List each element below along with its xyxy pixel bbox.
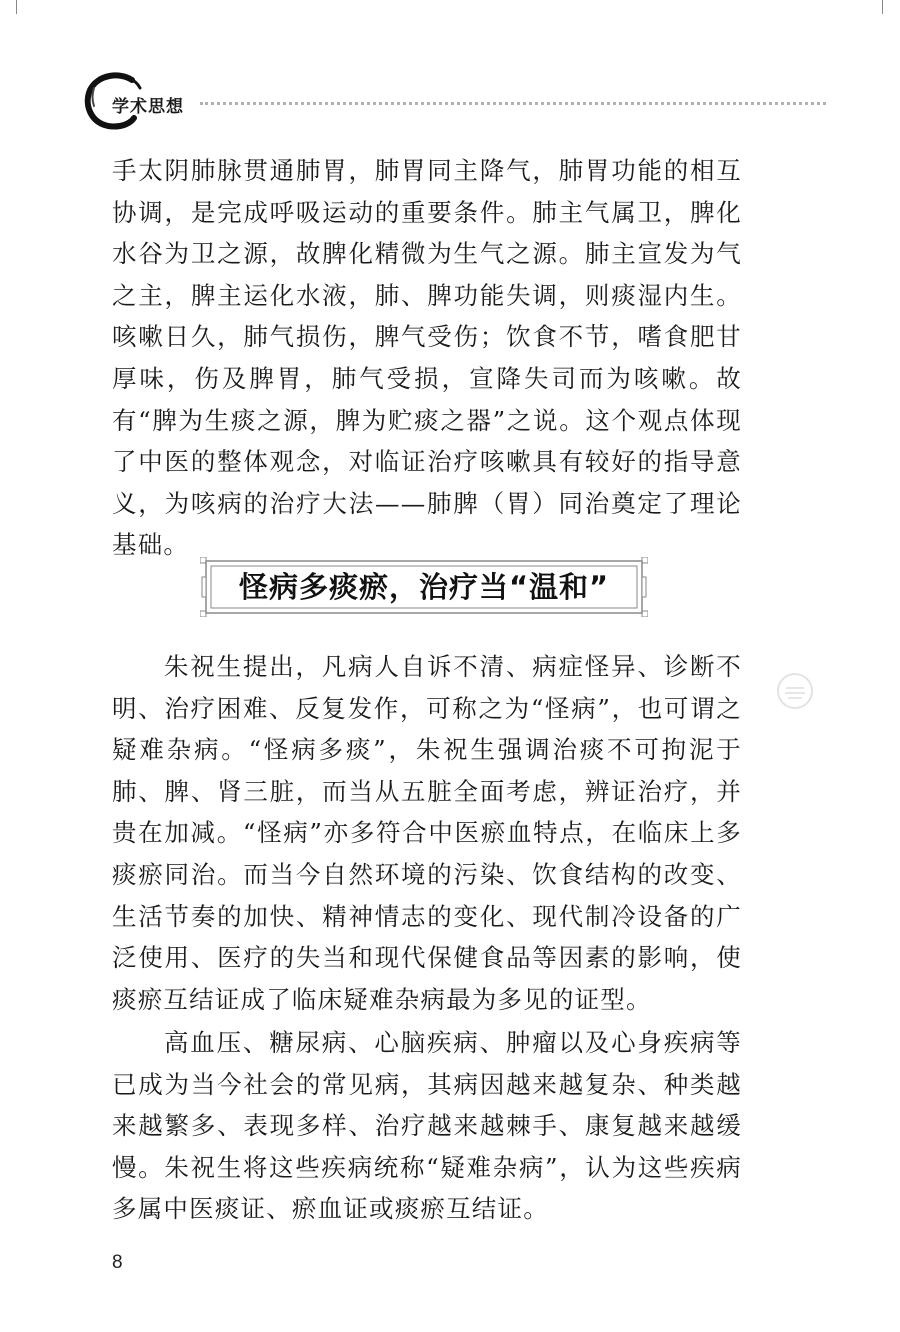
section-label: 学术思想 [112,97,184,117]
paragraph-2: 朱祝生提出，凡病人自诉不清、病症怪异、诊断不明、治疗困难、反复发作，可称之为“怪病”，也可谓之疑难杂病。“怪病多痰”，朱祝生强调治痰不可拘泥于肺、脾、肾三脏，而当从五脏全面考虑，辨证治疗，并贵在加减。“怪病”亦多符合中医瘀血特点，在临床上多痰瘀同治。而当今自然环境的污染、饮食结构的改变、生活节奏的加快、精神情志的变化、现代制冷设备的广泛使用、医疗的失当和现代保健食品等因素的影响，使痰瘀互结证成了临床疑难杂病最为多见的证型。 [112,652,742,1014]
paragraph-1: 手太阴肺脉贯通肺胃，肺胃同主降气，肺胃功能的相互协调，是完成呼吸运动的重要条件。肺主气属卫，脾化水谷为卫之源，故脾化精微为生气之源。肺主宣发为气之主，脾主运化水液，肺、脾功能失调，则痰湿内生。咳嗽日久，肺气损伤，脾气受伤；饮食不节，嗜食肥甘厚味，伤及脾胃，肺气受损，宣降失司而为咳嗽。故有“脾为生痰之源，脾为贮痰之器”之说。这个观点体现了中医的整体观念，对临证治疗咳嗽具有较好的指导意义，为咳病的治疗大法——肺脾（胃）同治奠定了理论基础。 [112,156,742,560]
crop-mark-top-right [882,0,883,14]
dotted-rule [200,102,826,105]
section-title-box [200,557,648,617]
page-number: 8 [112,1252,123,1273]
crop-mark-top-left [16,0,17,14]
watermark-seal-icon [776,672,814,710]
running-header [82,70,762,130]
section-title: 怪病多痰瘀，治疗当“温和” [238,570,610,604]
paragraph-3: 高血压、糖尿病、心脑疾病、肿瘤以及心身疾病等已成为当今社会的常见病，其病因越来越复杂、种类越来越繁多、表现多样、治疗越来越棘手、康复越来越缓慢。朱祝生将这些疾病统称“疑难杂病”，认为这些疾病多属中医痰证、瘀血证或痰瘀互结证。 [112,1028,742,1224]
